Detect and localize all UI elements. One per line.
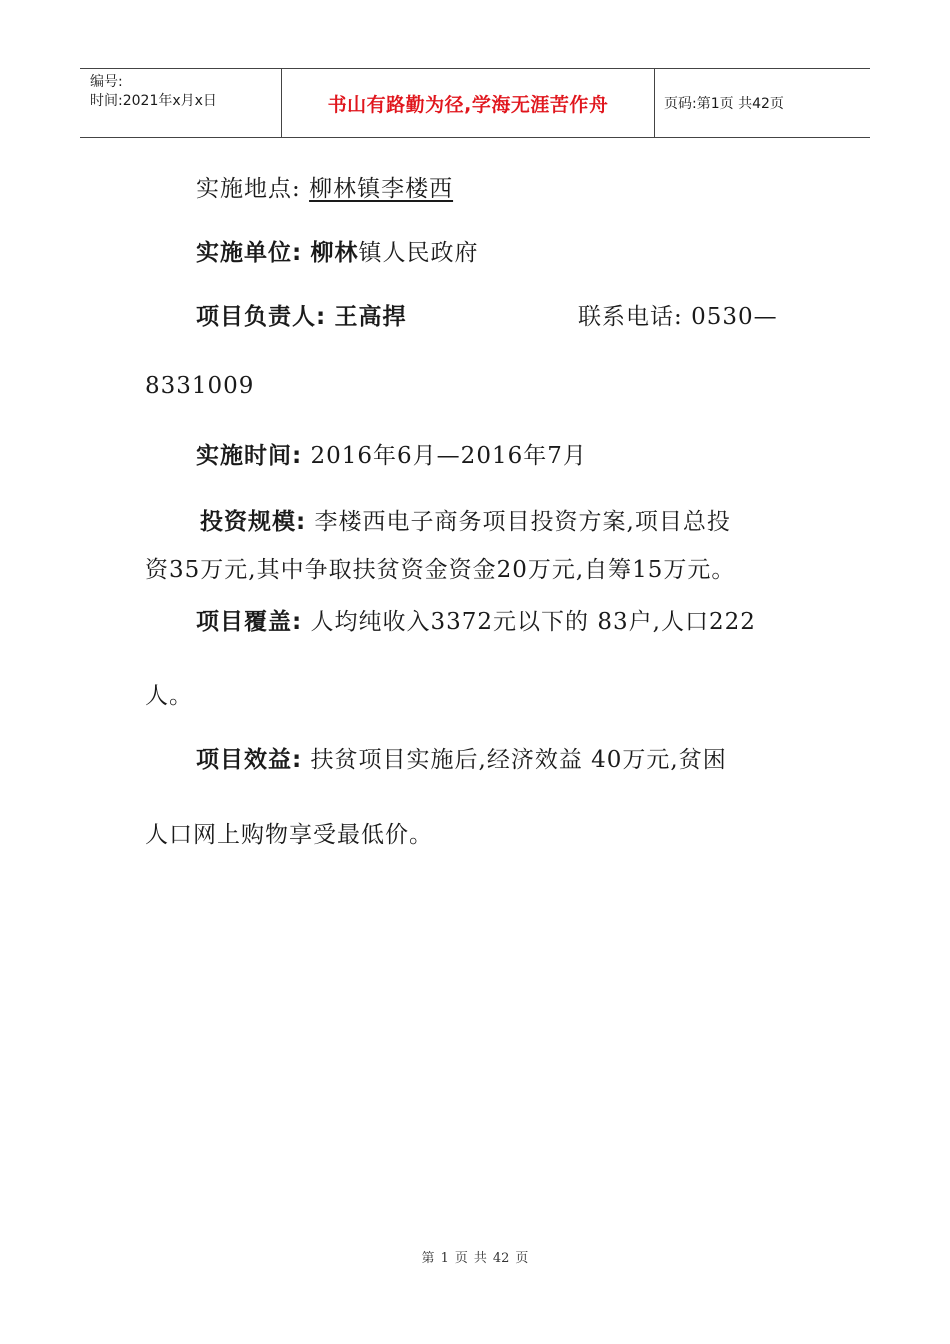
- benefit-text-1: 扶贫项目实施后,经济效益 40万元,贫困: [310, 747, 727, 773]
- coverage-line-1: [196, 603, 756, 636]
- time-label-body: 实施时间:: [196, 443, 303, 469]
- location-line: [196, 170, 453, 203]
- benefit-text-2: 人口网上购物享受最低价。: [145, 822, 433, 848]
- benefit-line-1: [196, 741, 727, 774]
- footer-gong: 共: [473, 1251, 487, 1266]
- invest-line-1: [200, 503, 731, 536]
- phone-part2: 8331009: [145, 373, 255, 399]
- footer-total: 42: [492, 1251, 510, 1266]
- invest-text-1: 李楼西电子商务项目投资方案,项目总投: [314, 509, 731, 535]
- invest-label: 投资规模:: [200, 509, 307, 535]
- phone-continued: [145, 373, 254, 399]
- phone-line: [578, 298, 778, 331]
- number-label: 编号:: [90, 74, 123, 90]
- footer-di: 第: [421, 1251, 435, 1266]
- location-label: 实施地点:: [196, 176, 301, 202]
- phone-label: 联系电话:: [578, 304, 683, 330]
- unit-value-rest: 镇人民政府: [358, 240, 479, 266]
- coverage-line-2: [145, 677, 193, 710]
- leader-value: 王高捍: [334, 304, 407, 330]
- invest-line-2: [145, 551, 735, 584]
- time-label: 时间:2021年x月x日: [90, 93, 217, 109]
- leader-label: 项目负责人:: [196, 304, 327, 330]
- phone-part1: 0530—: [691, 304, 778, 330]
- header-page-info-cell: [655, 69, 870, 137]
- footer-ye: 页: [454, 1251, 468, 1266]
- header-meta: [80, 69, 282, 137]
- leader-line: [196, 298, 407, 331]
- footer-page: 1: [440, 1251, 449, 1266]
- unit-line: [196, 234, 479, 267]
- time-line: [196, 437, 587, 470]
- coverage-text-2: 人。: [145, 683, 193, 709]
- invest-text-2: 资35万元,其中争取扶贫资金资金20万元,自筹15万元。: [145, 557, 736, 583]
- coverage-label: 项目覆盖:: [196, 609, 303, 635]
- location-value: 柳林镇李楼西: [309, 176, 454, 202]
- header-motto-cell: [282, 69, 655, 137]
- motto: 书山有路勤为径,学海无涯苦作舟: [327, 93, 609, 116]
- page-header: [80, 68, 870, 138]
- unit-value-bold: 柳林: [310, 240, 359, 266]
- footer-ye2: 页: [515, 1251, 529, 1266]
- time-value: 2016年6月—2016年7月: [310, 443, 587, 469]
- page-footer: [0, 1247, 950, 1266]
- benefit-label: 项目效益:: [196, 747, 303, 773]
- unit-label: 实施单位:: [196, 240, 303, 266]
- coverage-text-1: 人均纯收入3372元以下的 83户,人口222: [310, 609, 756, 635]
- benefit-line-2: [145, 816, 433, 849]
- page-info: 页码:第1页 共42页: [664, 96, 784, 112]
